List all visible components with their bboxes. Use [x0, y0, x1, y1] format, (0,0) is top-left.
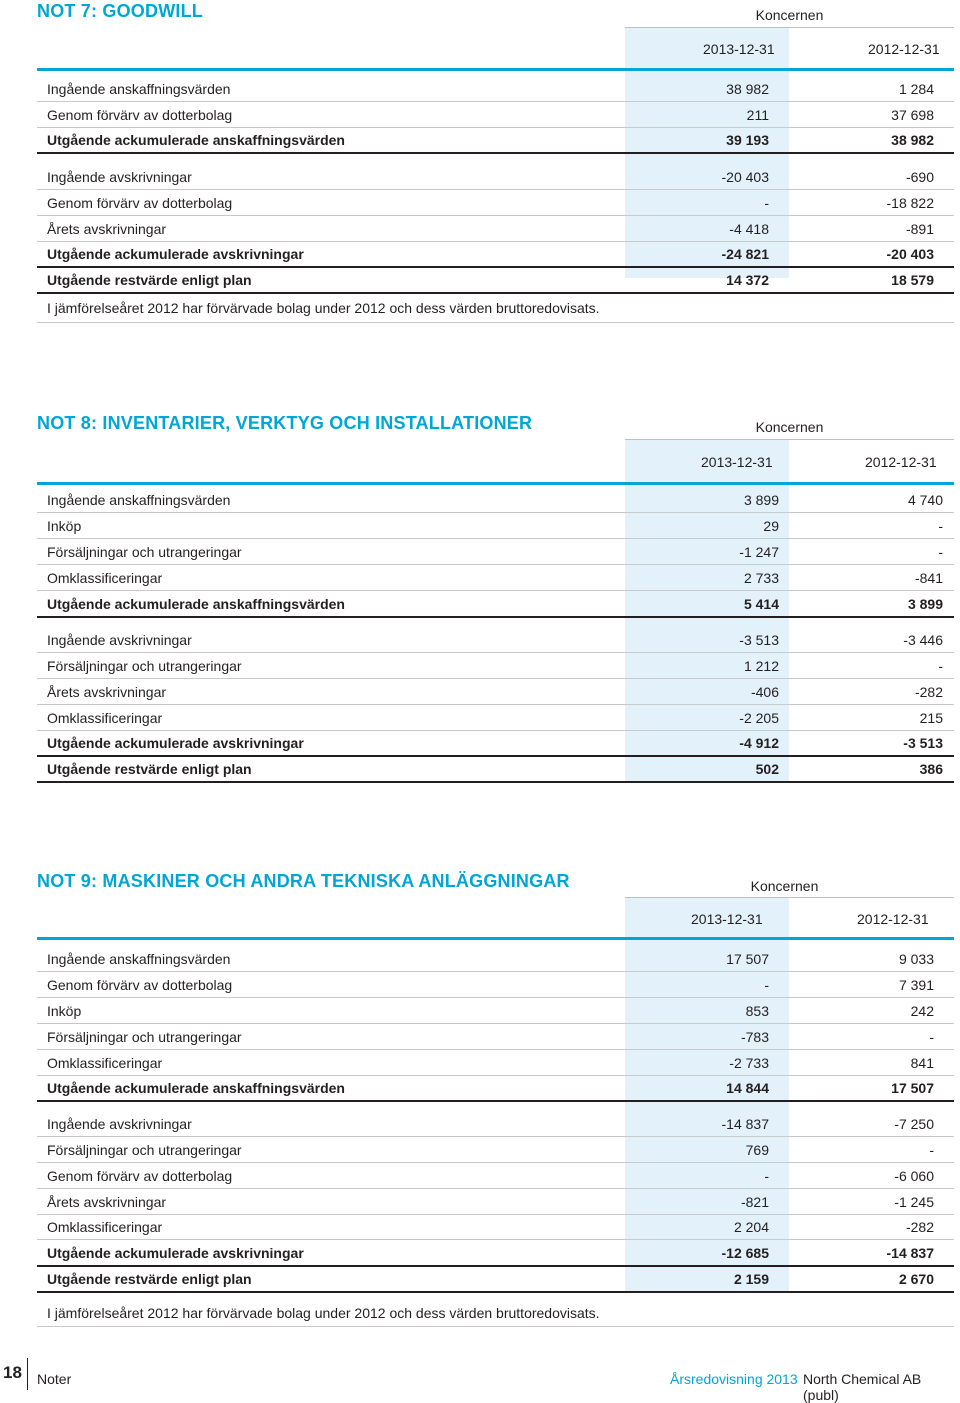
table-row-total: Utgående restvärde enligt plan 502 386	[37, 756, 954, 783]
footer-divider	[27, 1358, 28, 1390]
report-title: Årsredovisning 2013	[670, 1371, 798, 1387]
table-row: Försäljningar och utrangeringar -783 -	[37, 1024, 954, 1050]
table-row: Årets avskrivningar -406 -282	[37, 679, 954, 705]
company-name: North Chemical AB (publ)	[803, 1371, 922, 1403]
note-9-maskiner: NOT 9: MASKINER OCH ANDRA TEKNISKA ANLÄGGNINGAR Koncernen 2013-12-31 2012-12-31 Ingående anskaffningsvärden 17 507 9 033 Genom förvärv av dotterbolag - 7 391 Inköp 853 242 Försäljningar och utrangeringar -783 - Omklassificeringar -2 733 841 Utgående ackumulerade anskaffningsvärden 14 844 17 507 Ingående avskrivningar -14 837 -7 250 Försäljningar och utrangeringar 769 - Genom förvärv av dotterbolag - -6 060 Årets avskrivningar -821 -1 245 Omklassificeringar 2 204 -282 Utgående ackumulerade avskrivningar -12 685 -14 837 Utgående restvärde enligt plan 2 159 2 670 I jämförelseåret 2012 har förvärvade bolag under 2012 och dess värden bruttoredovisats.	[37, 864, 954, 1334]
table-row: Genom förvärv av dotterbolag 211 37 698	[37, 102, 954, 128]
table-row: Försäljningar och utrangeringar 1 212 -	[37, 653, 954, 679]
table-row: Genom förvärv av dotterbolag - -18 822	[37, 190, 954, 216]
header-rule	[625, 897, 954, 898]
table-row-subtotal: Utgående ackumulerade avskrivningar -4 912 -3 513	[37, 730, 954, 757]
year-header-row	[625, 41, 954, 59]
table-row-subtotal: Utgående ackumulerade anskaffningsvärden 5 414 3 899	[37, 591, 954, 618]
table-row-subtotal: Utgående ackumulerade anskaffningsvärden 14 844 17 507	[37, 1075, 954, 1102]
table-row: Ingående avskrivningar -14 837 -7 250	[37, 1111, 954, 1137]
note-title: NOT 8: INVENTARIER, VERKTYG OCH INSTALLATIONER	[37, 413, 533, 433]
footnote-rule	[37, 322, 954, 323]
table-row: Ingående anskaffningsvärden 38 982 1 284	[37, 76, 954, 102]
table-row: Försäljningar och utrangeringar -1 247 -	[37, 539, 954, 565]
table-row-total: Utgående restvärde enligt plan 2 159 2 670	[37, 1266, 954, 1293]
footnote-rule	[37, 1326, 954, 1327]
note-7-goodwill: NOT 7: GOODWILL Koncernen 2013-12-31 2012-12-31 Ingående anskaffningsvärden 38 982 1 284 Genom förvärv av dotterbolag 211 37 698 Utgående ackumulerade anskaffningsvärden 39 193 38 982 Ingående avskrivningar -20 403 -690 Genom förvärv av dotterbolag - -18 822 Årets avskrivningar -4 418 -891 Utgående ackumulerade avskrivningar -24 821 -20 403 Utgående restvärde enligt plan 14 372 18 579 I jämförelseåret 2012 har förvärvade bolag under 2012 och dess värden bruttoredovisats.	[37, 0, 954, 330]
table-row: Ingående anskaffningsvärden 17 507 9 033	[37, 946, 954, 972]
page-footer	[0, 1352, 960, 1403]
blue-divider	[37, 68, 954, 71]
year-2012: 2012-12-31	[865, 454, 937, 470]
table-row: Genom förvärv av dotterbolag - 7 391	[37, 972, 954, 998]
table-row: Inköp 29 -	[37, 513, 954, 539]
year-header-row	[625, 911, 954, 929]
table-row: Omklassificeringar 2 733 -841	[37, 565, 954, 591]
table-row: Genom förvärv av dotterbolag - -6 060	[37, 1163, 954, 1189]
table-row: Årets avskrivningar -4 418 -891	[37, 216, 954, 242]
blue-divider	[37, 482, 954, 485]
table-row: Försäljningar och utrangeringar 769 -	[37, 1137, 954, 1163]
footnote: I jämförelseåret 2012 har förvärvade bolag under 2012 och dess värden bruttoredovisats.	[47, 1305, 600, 1321]
page-number: 18	[3, 1363, 22, 1382]
table-row: Ingående avskrivningar -3 513 -3 446	[37, 627, 954, 653]
note-8-inventarier: NOT 8: INVENTARIER, VERKTYG OCH INSTALLATIONER Koncernen 2013-12-31 2012-12-31 Ingående anskaffningsvärden 3 899 4 740 Inköp 29 - Försäljningar och utrangeringar -1 247 - Omklassificeringar 2 733 -841 Utgående ackumulerade anskaffningsvärden 5 414 3 899 Ingående avskrivningar -3 513 -3 446 Försäljningar och utrangeringar 1 212 - Årets avskrivningar -406 -282 Omklassificeringar -2 205 215 Utgående ackumulerade avskrivningar -4 912 -3 513 Utgående restvärde enligt plan 502 386	[37, 405, 954, 785]
table-row: Omklassificeringar -2 205 215	[37, 705, 954, 731]
year-2012: 2012-12-31	[868, 41, 940, 57]
header-rule	[625, 439, 954, 440]
year-2012: 2012-12-31	[857, 911, 929, 927]
year-2013: 2013-12-31	[703, 41, 775, 57]
table-row: Ingående anskaffningsvärden 3 899 4 740	[37, 487, 954, 513]
header-rule	[625, 27, 954, 28]
table-row-total: Utgående restvärde enligt plan 14 372 18 579	[37, 267, 954, 294]
table-row: Årets avskrivningar -821 -1 245	[37, 1189, 954, 1215]
section-name: Noter	[37, 1371, 72, 1387]
footnote: I jämförelseåret 2012 har förvärvade bolag under 2012 och dess värden bruttoredovisats.	[47, 300, 600, 316]
blue-divider	[37, 937, 954, 940]
table-row: Ingående avskrivningar -20 403 -690	[37, 164, 954, 190]
note-title: NOT 9: MASKINER OCH ANDRA TEKNISKA ANLÄGGNINGAR	[37, 871, 570, 891]
year-2013: 2013-12-31	[691, 911, 763, 927]
note-title: NOT 7: GOODWILL	[37, 1, 203, 21]
year-header-row	[625, 454, 954, 472]
table-row-subtotal: Utgående ackumulerade avskrivningar -12 685 -14 837	[37, 1240, 954, 1267]
table-row-subtotal: Utgående ackumulerade avskrivningar -24 821 -20 403	[37, 241, 954, 268]
table-row-subtotal: Utgående ackumulerade anskaffningsvärden 39 193 38 982	[37, 127, 954, 154]
table-row: Inköp 853 242	[37, 998, 954, 1024]
table-row: Omklassificeringar 2 204 -282	[37, 1214, 954, 1240]
table-row: Omklassificeringar -2 733 841	[37, 1050, 954, 1076]
year-2013: 2013-12-31	[701, 454, 773, 470]
